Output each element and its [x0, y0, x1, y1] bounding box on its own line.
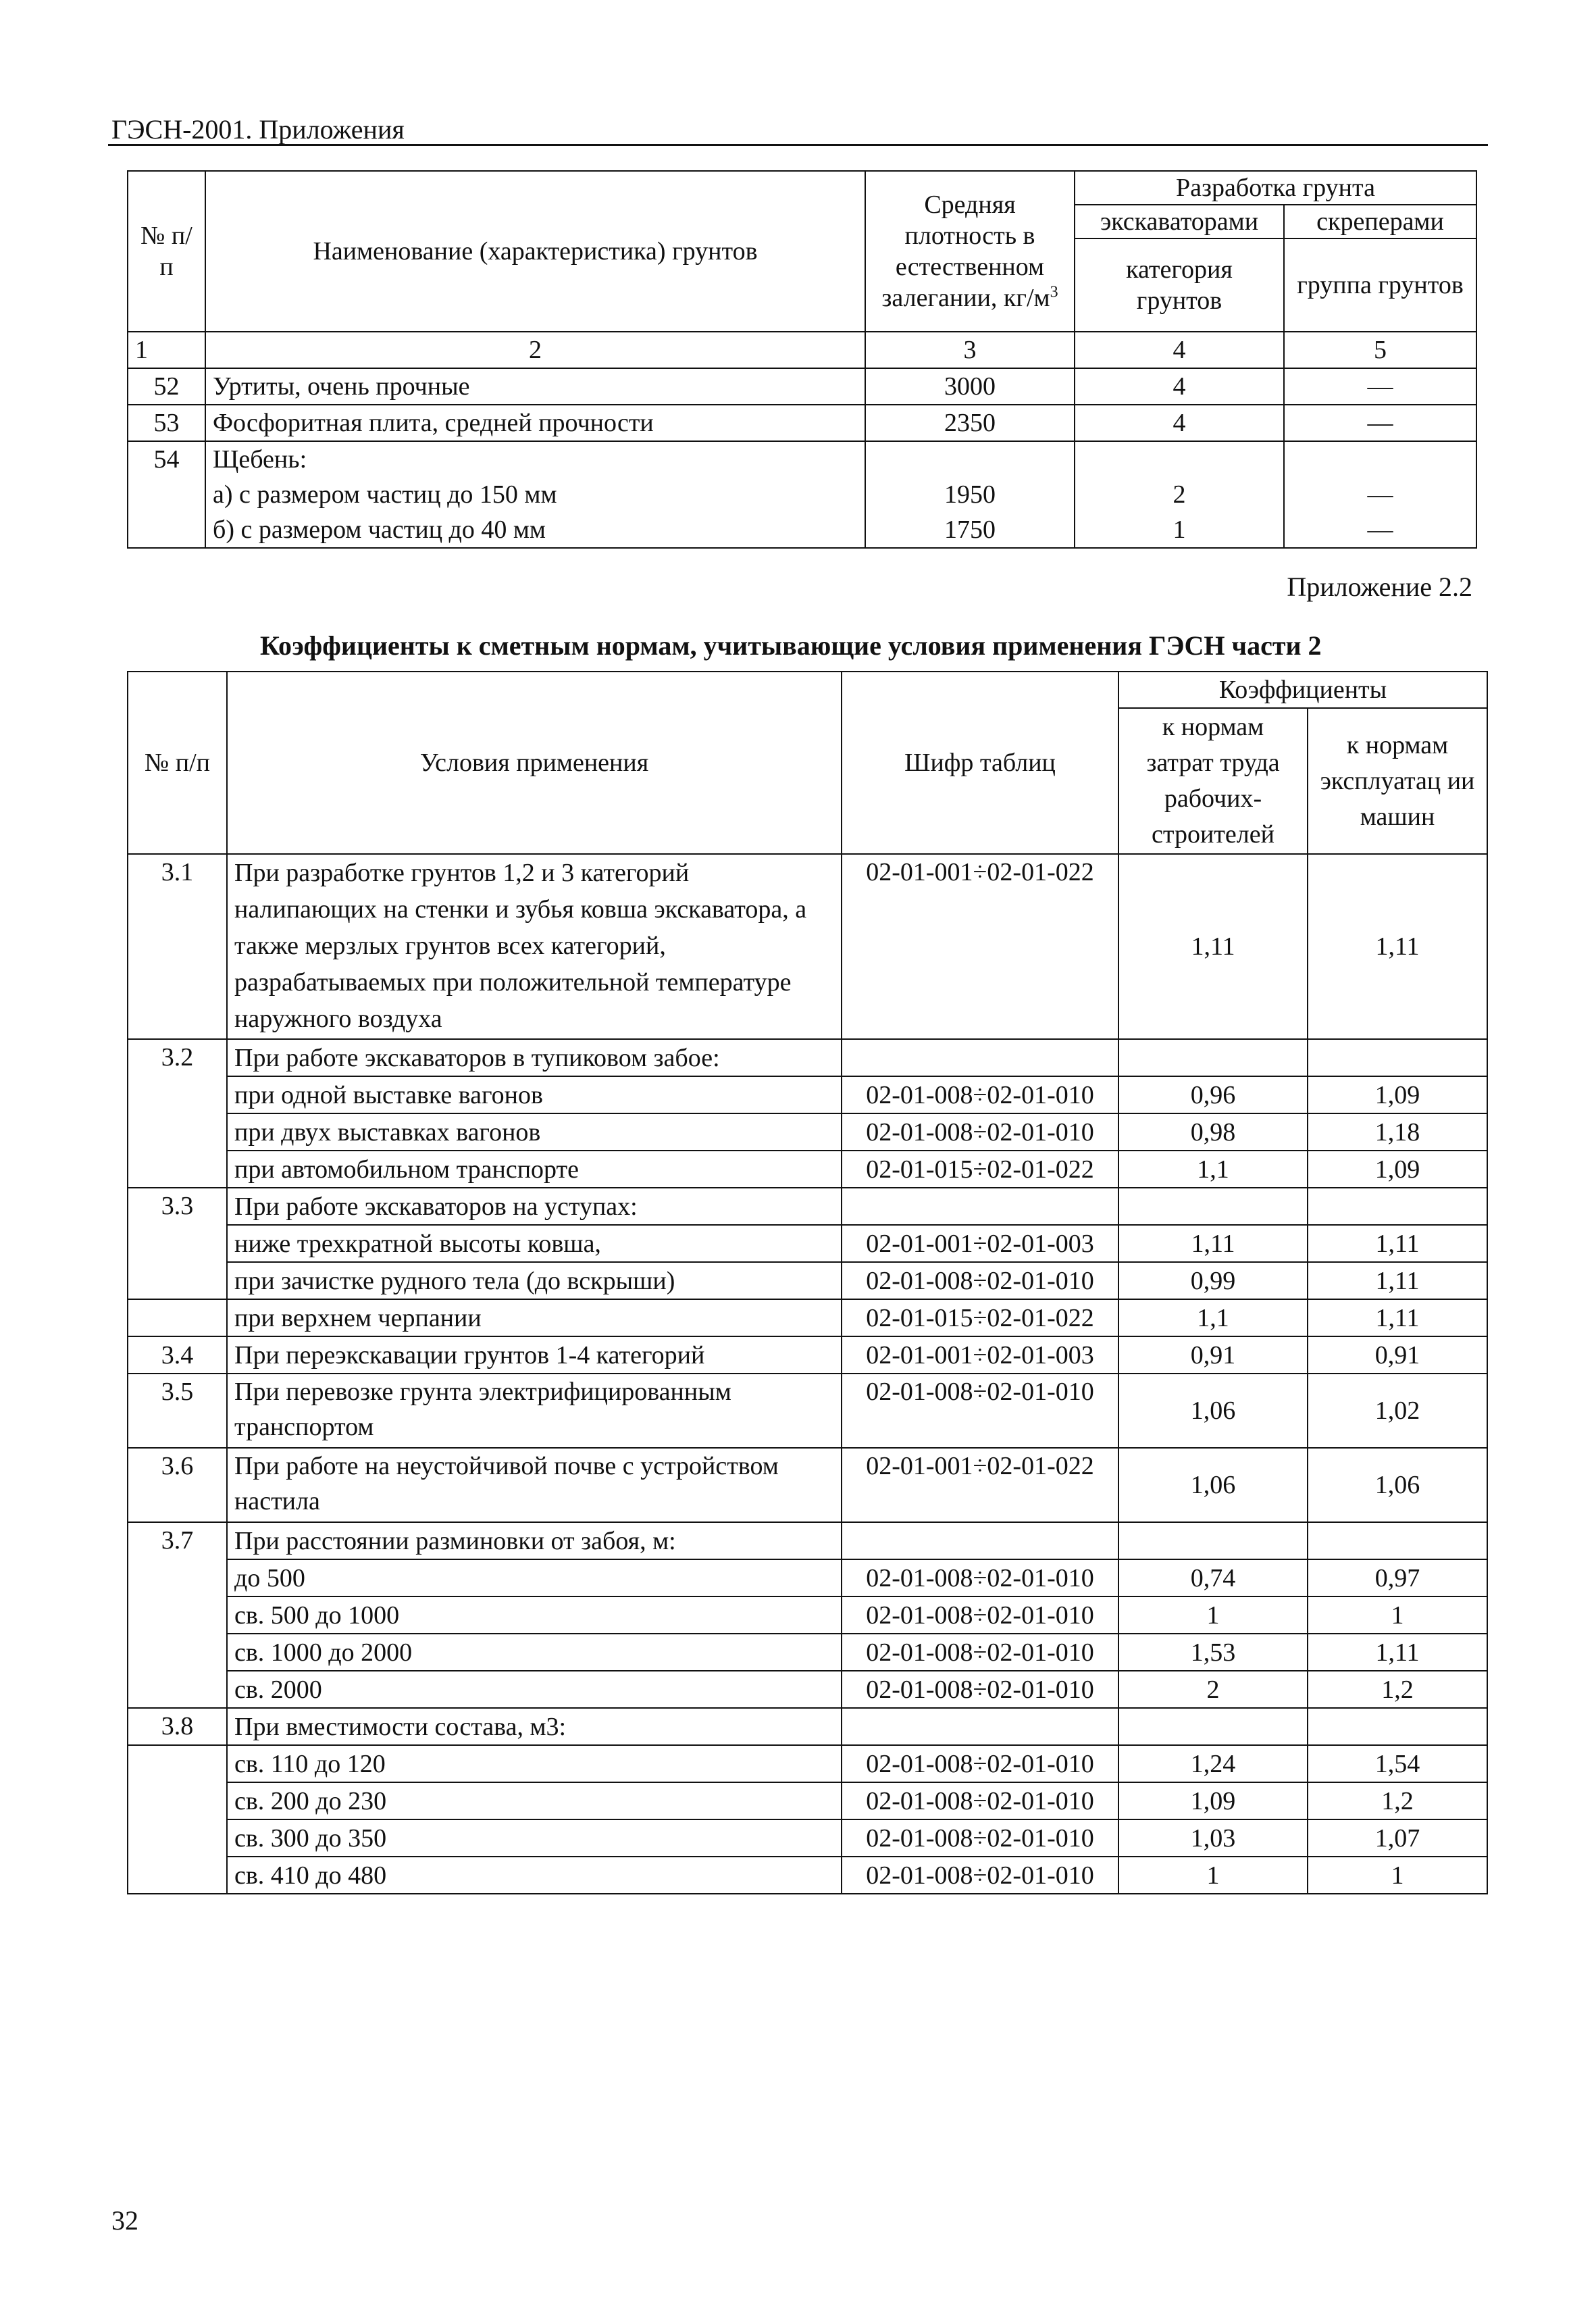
- coef-machines: 1,06: [1308, 1448, 1487, 1522]
- table-row: [128, 1374, 1487, 1448]
- condition-text: При переэкскавации грунтов 1-4 категорий: [227, 1336, 842, 1374]
- condition-text: При вместимости состава, м3:: [227, 1708, 842, 1745]
- table-code: 02-01-008÷02-01-010: [842, 1782, 1118, 1819]
- running-header: ГЭСН-2001. Приложения: [111, 114, 405, 145]
- condition-text: При расстоянии разминовки от забоя, м:: [227, 1522, 842, 1559]
- soil-name: Уртиты, очень прочные: [205, 368, 865, 405]
- table-code: 02-01-008÷02-01-010: [842, 1745, 1118, 1782]
- coef-machines: 1,11: [1308, 1634, 1487, 1671]
- coef-machines: 1,2: [1308, 1782, 1487, 1819]
- appendix-label: Приложение 2.2: [1287, 572, 1472, 602]
- row-no: 3.3: [128, 1188, 227, 1299]
- table-code: 02-01-008÷02-01-010: [842, 1113, 1118, 1151]
- soil-group-line: —: [1367, 480, 1393, 509]
- soil-group: [1284, 441, 1476, 548]
- table-row: [128, 1336, 1487, 1374]
- soil-category: [1075, 441, 1284, 548]
- soil-num-3: 3: [865, 332, 1075, 368]
- soil-col-density-sup: 3: [1050, 283, 1058, 301]
- table-row: [128, 1634, 1487, 1671]
- table-row: [128, 368, 1476, 405]
- coef-machines: 1,11: [1308, 854, 1487, 1039]
- table-code: 02-01-001÷02-01-022: [842, 1448, 1118, 1522]
- table2-title: Коэффициенты к сметным нормам, учитывающие условия применения ГЭСН части 2: [260, 630, 1322, 661]
- header-rule: [108, 144, 1488, 146]
- soil-numbering-row: [128, 332, 1476, 368]
- soil-category-line: 1: [1173, 515, 1186, 544]
- coef-machines: 1,2: [1308, 1671, 1487, 1708]
- condition-text: св. 110 до 120: [227, 1745, 842, 1782]
- coef-machines: 1,11: [1308, 1225, 1487, 1262]
- condition-text: При разработке грунтов 1,2 и 3 категорий налипающих на стенки и зубья ковша экскаватора, а также мерзлых грунтов всех категорий, разрабатываемых при положительной температуре наружного воздуха: [227, 854, 842, 1039]
- table-row: [128, 1857, 1487, 1894]
- row-no: 3.8: [128, 1708, 227, 1745]
- row-no: 52: [128, 368, 205, 405]
- table-row: [128, 1039, 1487, 1076]
- table-row: [128, 1262, 1487, 1299]
- coef-col-no: № п/п: [128, 672, 227, 854]
- soil-col-no: № п/п: [128, 171, 205, 332]
- table-row: [128, 1708, 1487, 1745]
- coef-labor: 1,11: [1118, 1225, 1308, 1262]
- coef-col-conditions: Условия применения: [227, 672, 842, 854]
- coef-machines: 1,18: [1308, 1113, 1487, 1151]
- soil-col-density: [865, 171, 1075, 332]
- soil-category-line: 2: [1173, 480, 1186, 509]
- table-code: 02-01-008÷02-01-010: [842, 1671, 1118, 1708]
- row-no: 3.1: [128, 854, 227, 1039]
- coef-col-code: Шифр таблиц: [842, 672, 1118, 854]
- table-row: [128, 1671, 1487, 1708]
- coef-labor: 1,53: [1118, 1634, 1308, 1671]
- condition-text: При перевозке грунта электрифицированным транспортом: [227, 1374, 842, 1448]
- condition-text: св. 1000 до 2000: [227, 1634, 842, 1671]
- soil-num-5: 5: [1284, 332, 1476, 368]
- soil-density-line: 1950: [944, 480, 996, 509]
- table-row: [128, 1448, 1487, 1522]
- table-code: 02-01-008÷02-01-010: [842, 1559, 1118, 1596]
- coef-labor: 1: [1118, 1596, 1308, 1634]
- page-number: 32: [111, 2205, 138, 2236]
- table-row: [128, 1782, 1487, 1819]
- condition-text: до 500: [227, 1559, 842, 1596]
- soil-table: [127, 170, 1477, 549]
- row-no: 3.7: [128, 1522, 227, 1708]
- table-code: 02-01-008÷02-01-010: [842, 1634, 1118, 1671]
- table-row: [128, 1076, 1487, 1113]
- table-code: 02-01-008÷02-01-010: [842, 1857, 1118, 1894]
- soil-group: —: [1284, 368, 1476, 405]
- coefficients-table: [127, 671, 1488, 1894]
- row-no: 54: [128, 441, 205, 548]
- coef-labor: 1,09: [1118, 1782, 1308, 1819]
- condition-text: при автомобильном транспорте: [227, 1151, 842, 1188]
- table-row: [128, 1745, 1487, 1782]
- row-no: 3.5: [128, 1374, 227, 1448]
- condition-text: св. 2000: [227, 1671, 842, 1708]
- soil-category: 4: [1075, 405, 1284, 441]
- row-no: 3.4: [128, 1336, 227, 1374]
- soil-name-line: б) с размером частиц до 40 мм: [213, 515, 546, 544]
- table-row: [128, 1596, 1487, 1634]
- table-row: [128, 405, 1476, 441]
- coef-labor: 1,1: [1118, 1151, 1308, 1188]
- soil-density: [865, 441, 1075, 548]
- soil-col-category: категория грунтов: [1075, 238, 1284, 332]
- coef-machines: 1,02: [1308, 1374, 1487, 1448]
- condition-text: ниже трехкратной высоты ковша,: [227, 1225, 842, 1262]
- soil-density: 3000: [865, 368, 1075, 405]
- table-code: 02-01-008÷02-01-010: [842, 1076, 1118, 1113]
- coef-labor: 1,24: [1118, 1745, 1308, 1782]
- table-code: 02-01-008÷02-01-010: [842, 1819, 1118, 1857]
- table-row: [128, 1225, 1487, 1262]
- table-row: [128, 1522, 1487, 1559]
- coef-labor: 1,06: [1118, 1374, 1308, 1448]
- coef-labor: 1,1: [1118, 1299, 1308, 1336]
- table-code: 02-01-008÷02-01-010: [842, 1262, 1118, 1299]
- soil-col-name: Наименование (характеристика) грунтов: [205, 171, 865, 332]
- coef-labor: 1,03: [1118, 1819, 1308, 1857]
- soil-name-line: Щебень:: [213, 445, 307, 474]
- soil-name: Фосфоритная плита, средней прочности: [205, 405, 865, 441]
- table-code: 02-01-008÷02-01-010: [842, 1374, 1118, 1448]
- coef-col-coefficients: Коэффициенты: [1118, 672, 1487, 708]
- table-row: [128, 1819, 1487, 1857]
- condition-text: при верхнем черпании: [227, 1299, 842, 1336]
- soil-group: —: [1284, 405, 1476, 441]
- table-code: 02-01-008÷02-01-010: [842, 1596, 1118, 1634]
- table-code: 02-01-001÷02-01-003: [842, 1225, 1118, 1262]
- table-row: [128, 1113, 1487, 1151]
- condition-text: св. 410 до 480: [227, 1857, 842, 1894]
- soil-num-4: 4: [1075, 332, 1284, 368]
- coef-machines: 1,09: [1308, 1151, 1487, 1188]
- table-row: [128, 441, 1476, 548]
- soil-num-1: 1: [128, 332, 205, 368]
- coef-col-machines: к нормам эксплуатац ии машин: [1308, 708, 1487, 854]
- coef-machines: 1,07: [1308, 1819, 1487, 1857]
- soil-col-development: Разработка грунта: [1075, 171, 1476, 205]
- soil-category: 4: [1075, 368, 1284, 405]
- soil-density-line: 1750: [944, 515, 996, 544]
- condition-text: св. 500 до 1000: [227, 1596, 842, 1634]
- soil-group-line: —: [1367, 515, 1393, 544]
- condition-text: при одной выставке вагонов: [227, 1076, 842, 1113]
- condition-text: св. 200 до 230: [227, 1782, 842, 1819]
- row-no: 3.2: [128, 1039, 227, 1188]
- coef-labor: 1: [1118, 1857, 1308, 1894]
- coef-machines: 1: [1308, 1596, 1487, 1634]
- coef-labor: 0,74: [1118, 1559, 1308, 1596]
- soil-name-line: а) с размером частиц до 150 мм: [213, 480, 557, 509]
- coef-machines: 1,54: [1308, 1745, 1487, 1782]
- table-row: [128, 1299, 1487, 1336]
- condition-text: при зачистке рудного тела (до вскрыши): [227, 1262, 842, 1299]
- table-code: 02-01-015÷02-01-022: [842, 1151, 1118, 1188]
- condition-text: при двух выставках вагонов: [227, 1113, 842, 1151]
- row-no: 53: [128, 405, 205, 441]
- row-no: 3.6: [128, 1448, 227, 1522]
- table-code: 02-01-001÷02-01-022: [842, 854, 1118, 1039]
- coef-machines: 0,97: [1308, 1559, 1487, 1596]
- coef-machines: 1,09: [1308, 1076, 1487, 1113]
- coef-machines: 1,11: [1308, 1262, 1487, 1299]
- condition-text: При работе экскаваторов на уступах:: [227, 1188, 842, 1225]
- condition-text: При работе экскаваторов в тупиковом забое:: [227, 1039, 842, 1076]
- coef-labor: 0,96: [1118, 1076, 1308, 1113]
- table-code: 02-01-001÷02-01-003: [842, 1336, 1118, 1374]
- condition-text: При работе на неустойчивой почве с устройством настила: [227, 1448, 842, 1522]
- soil-density: 2350: [865, 405, 1075, 441]
- coef-machines: 1: [1308, 1857, 1487, 1894]
- coef-machines: 1,11: [1308, 1299, 1487, 1336]
- soil-col-scrapers: скреперами: [1284, 205, 1476, 238]
- soil-name: [205, 441, 865, 548]
- soil-col-excavators: экскаваторами: [1075, 205, 1284, 238]
- soil-num-2: 2: [205, 332, 865, 368]
- coef-col-labor: к нормам затрат труда рабочих-строителей: [1118, 708, 1308, 854]
- table-code: 02-01-015÷02-01-022: [842, 1299, 1118, 1336]
- coef-labor: 1,11: [1118, 854, 1308, 1039]
- table-row: [128, 1188, 1487, 1225]
- table-row: [128, 1151, 1487, 1188]
- coef-labor: 0,98: [1118, 1113, 1308, 1151]
- coef-labor: 0,99: [1118, 1262, 1308, 1299]
- table-row: [128, 854, 1487, 1039]
- coef-labor: 0,91: [1118, 1336, 1308, 1374]
- table-row: [128, 1559, 1487, 1596]
- coef-machines: 0,91: [1308, 1336, 1487, 1374]
- condition-text: св. 300 до 350: [227, 1819, 842, 1857]
- soil-col-group: группа грунтов: [1284, 238, 1476, 332]
- coef-labor: 1,06: [1118, 1448, 1308, 1522]
- coef-labor: 2: [1118, 1671, 1308, 1708]
- soil-col-density-text: Средняя плотность в естественном залегании, кг/м: [881, 191, 1050, 312]
